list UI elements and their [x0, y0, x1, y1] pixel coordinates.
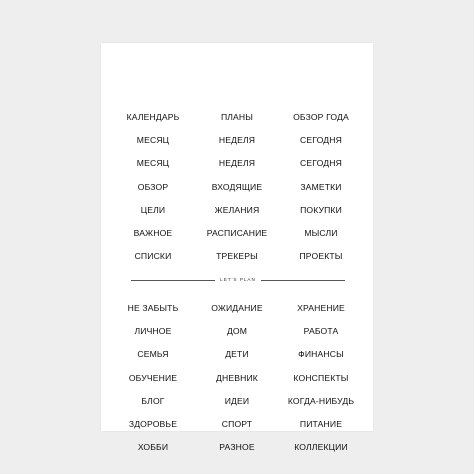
sticker-label: СПОРТ [221, 418, 253, 429]
sticker-label: ИДЕИ [224, 395, 250, 406]
sticker-sheet [101, 43, 373, 453]
sticker-label: РАСПИСАНИЕ [206, 227, 268, 238]
sticker-label: ХРАНЕНИЕ [297, 303, 345, 313]
sticker-label: НЕ ЗАБЫТЬ [127, 303, 179, 313]
sticker-label: ДЕТИ [225, 349, 249, 360]
sticker-label: ХОББИ [137, 442, 169, 453]
sticker-label: ОБЗОР [137, 181, 169, 192]
sticker-label: МЕСЯЦ [136, 158, 170, 169]
sticker-label: КОНСПЕКТЫ [293, 372, 349, 383]
divider-label: LET'S PLAN [220, 277, 256, 282]
sticker-label: ЦЕЛИ [140, 204, 166, 215]
divider-line-right [261, 280, 345, 281]
sticker-label: ЗДОРОВЬЕ [128, 418, 178, 429]
sticker-label: БЛОГ [141, 395, 165, 406]
sticker-label: ТРЕКЕРЫ [216, 251, 258, 262]
divider [131, 275, 345, 285]
sticker-label: КОГДА-НИБУДЬ [287, 395, 355, 406]
sticker-label: КОЛЛЕКЦИИ [294, 442, 348, 453]
bottom-sticker-grid [101, 297, 373, 459]
sticker-label: ЗАМЕТКИ [300, 181, 342, 192]
sticker-label: ОБУЧЕНИЕ [128, 372, 178, 383]
sticker-label: СЕГОДНЯ [300, 135, 342, 146]
sticker-label: СЕГОДНЯ [300, 158, 342, 169]
sticker-label: МЫСЛИ [304, 227, 338, 238]
sticker-label: ФИНАНСЫ [298, 349, 344, 360]
sticker-label: СЕМЬЯ [137, 349, 169, 360]
sticker-label: ЛИЧНОЕ [134, 326, 172, 337]
sticker-label: ДНЕВНИК [216, 372, 258, 383]
sticker-label: РАБОТА [303, 326, 339, 337]
sticker-label: ПОКУПКИ [300, 204, 342, 215]
sticker-label: НЕДЕЛЯ [218, 135, 256, 146]
sticker-label: СПИСКИ [134, 251, 172, 262]
sticker-label: ДОМ [226, 326, 248, 337]
sticker-label: ПИТАНИЕ [299, 418, 343, 429]
sticker-label: МЕСЯЦ [136, 135, 170, 146]
top-sticker-grid [101, 106, 373, 268]
sticker-label: ОЖИДАНИЕ [211, 303, 263, 313]
sticker-label: ОБЗОР ГОДА [293, 112, 349, 122]
sticker-label: ВАЖНОЕ [133, 227, 173, 238]
sticker-label: ВХОДЯЩИЕ [211, 181, 263, 192]
sticker-label: ПРОЕКТЫ [299, 251, 343, 262]
sticker-label: КАЛЕНДАРЬ [126, 112, 180, 122]
sticker-label: ПЛАНЫ [220, 112, 254, 122]
sticker-label: РАЗНОЕ [219, 442, 255, 453]
sticker-label: ЖЕЛАНИЯ [214, 204, 260, 215]
sticker-label: НЕДЕЛЯ [218, 158, 256, 169]
